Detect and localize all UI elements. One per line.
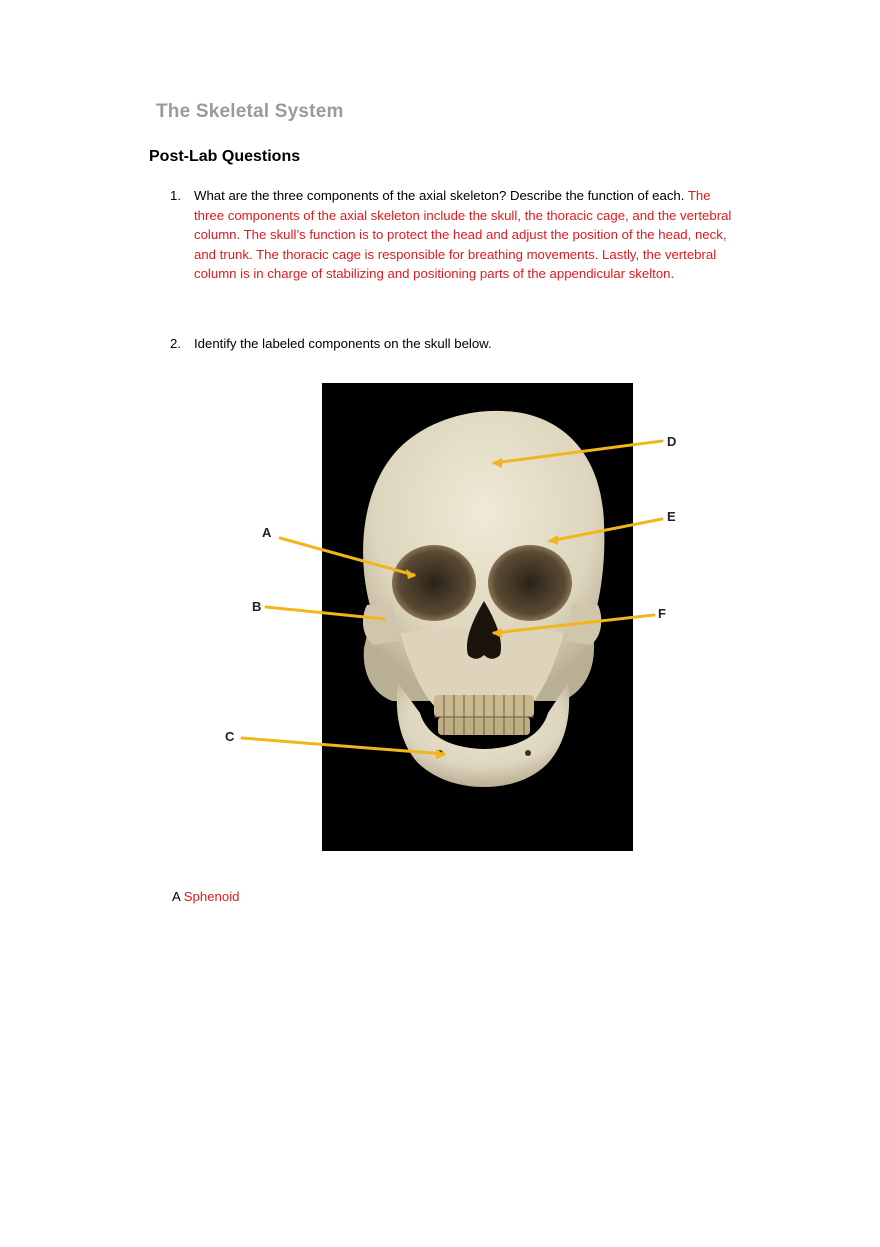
question-prompt: What are the three components of the axial skeleton? Describe the function of each. xyxy=(194,188,685,203)
answer-a xyxy=(172,887,239,907)
mental-foramen xyxy=(525,750,531,756)
question-number: 1. xyxy=(170,188,181,203)
label-e: E xyxy=(667,509,676,524)
label-a: A xyxy=(262,525,272,540)
label-f: F xyxy=(658,606,666,621)
question-number: 2. xyxy=(170,336,181,351)
skull-diagram xyxy=(222,383,692,851)
question-prompt: Identify the labeled components on the skull below. xyxy=(194,336,492,351)
label-d: D xyxy=(667,434,677,449)
document-title: The Skeletal System xyxy=(156,101,344,122)
question-body xyxy=(194,334,740,354)
label-c: C xyxy=(225,729,235,744)
orbit-right xyxy=(488,545,572,621)
answer-letter: A xyxy=(172,889,181,904)
skull-figure xyxy=(222,383,692,851)
section-heading: Post-Lab Questions xyxy=(149,148,301,165)
question-body xyxy=(194,186,740,284)
answer-value: Sphenoid xyxy=(183,889,240,904)
orbit-left xyxy=(392,545,476,621)
question-answer: The three components of the axial skeleton include the skull, the thoracic cage, and the vertebral column. The skull’s function is to protect the head and adjust the position of the head, neck, and trunk. The thoracic cage is responsible for breathing movements. Lastly, the vertebral column is in charge of stabilizing and positioning parts of the appendicular skelton. xyxy=(194,188,732,282)
label-b: B xyxy=(252,599,262,614)
